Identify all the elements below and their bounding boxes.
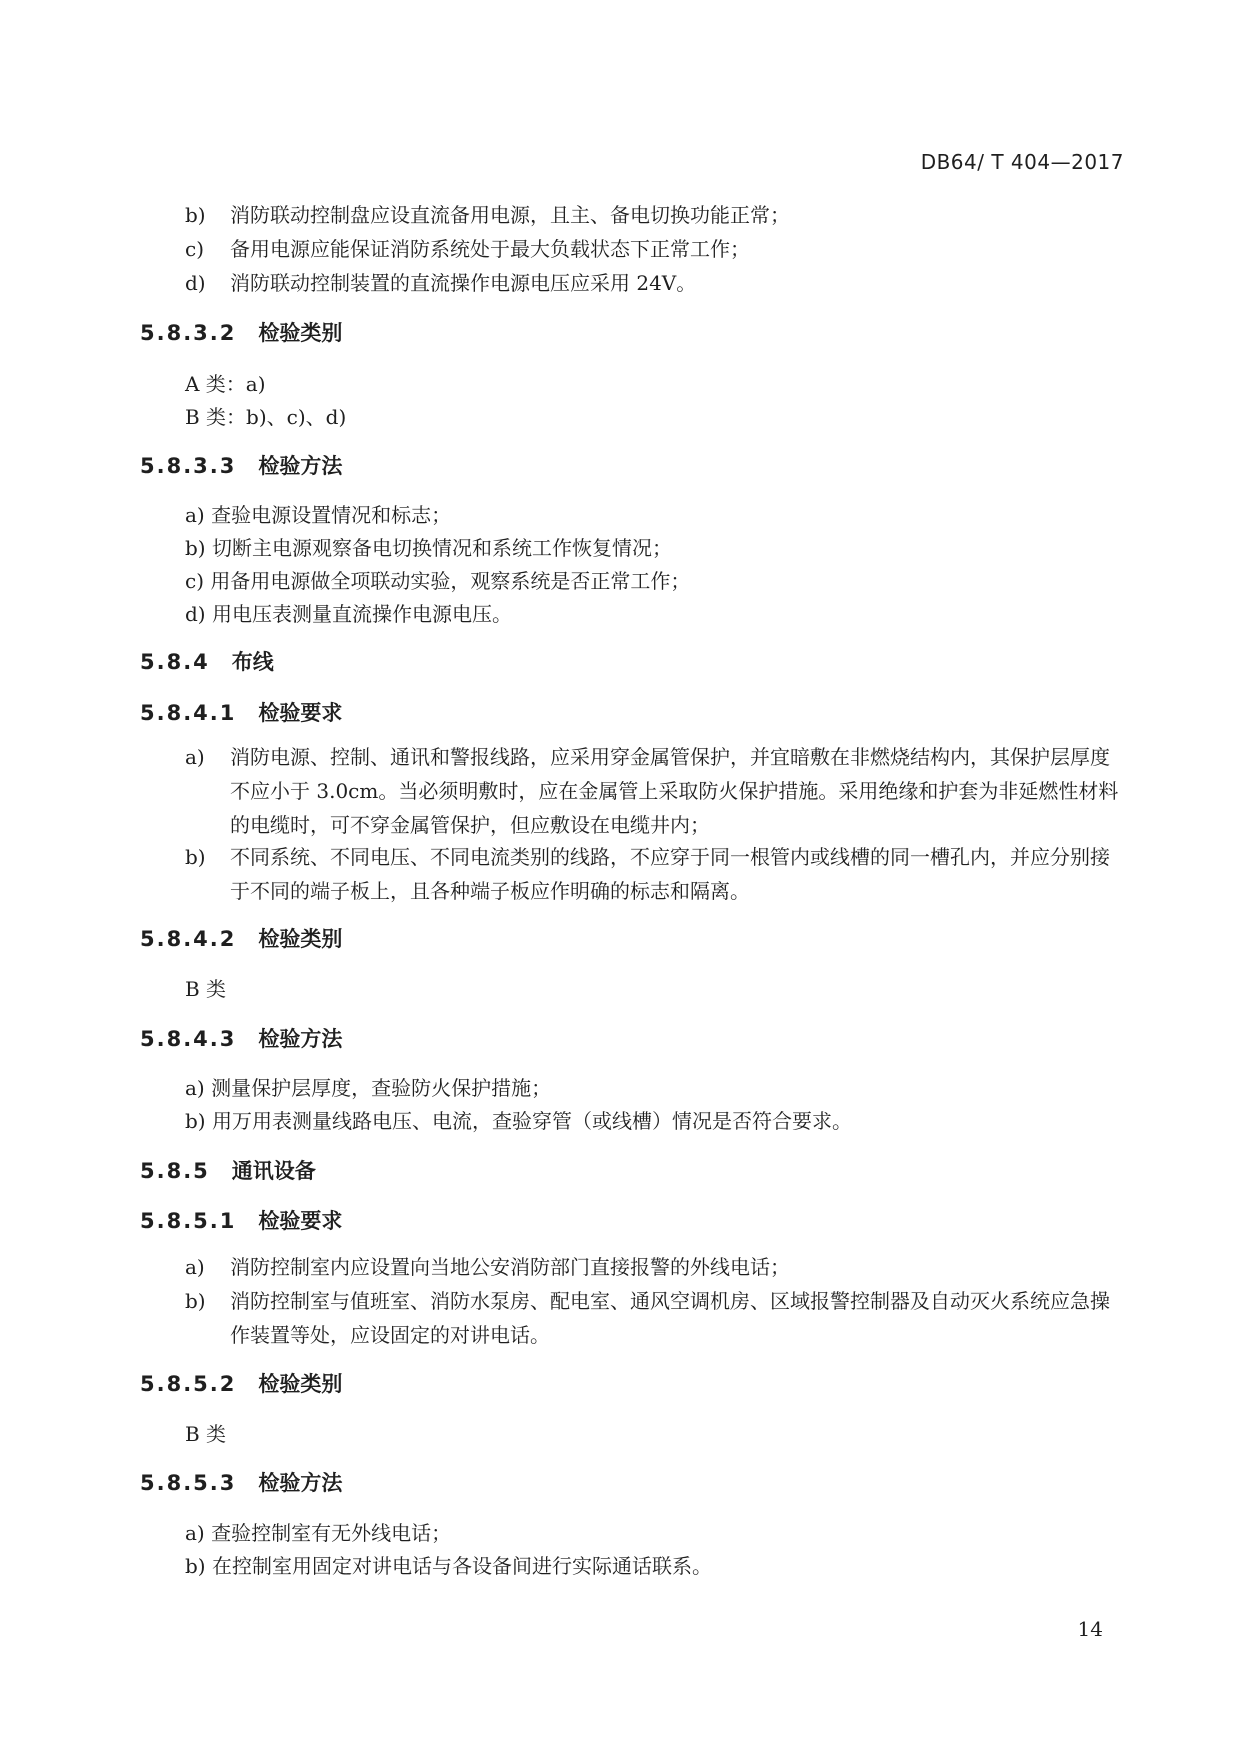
method-line: c) 用备用电源做全项联动实验，观察系统是否正常工作；: [185, 569, 691, 593]
section-title: 检验要求: [258, 701, 343, 725]
section-number: 5.8.4.3: [140, 1027, 237, 1051]
category-line: A 类：a): [185, 372, 266, 396]
section-number: 5.8.4.2: [140, 927, 237, 951]
document-code: DB64/ T 404—2017: [920, 150, 1124, 174]
section-number: 5.8.5.3: [140, 1471, 237, 1495]
list-item-text: 备用电源应能保证消防系统处于最大负载状态下正常工作；: [230, 237, 750, 261]
section-number: 5.8.4.1: [140, 701, 237, 725]
section-number: 5.8.5: [140, 1159, 210, 1183]
list-item: [185, 198, 1125, 232]
list-item-label: b): [185, 203, 206, 227]
section-title: 检验类别: [258, 1372, 343, 1396]
method-line: b) 用万用表测量线路电压、电流，查验穿管（或线槽）情况是否符合要求。: [185, 1109, 852, 1133]
list-item: [185, 232, 1125, 266]
section-title: 通讯设备: [231, 1159, 316, 1183]
section-heading: [140, 1155, 316, 1185]
method-line: a) 查验电源设置情况和标志；: [185, 503, 452, 527]
section-heading: [140, 450, 342, 480]
list-item-text: 消防联动控制盘应设直流备用电源，且主、备电切换功能正常；: [230, 203, 790, 227]
method-line: b) 切断主电源观察备电切换情况和系统工作恢复情况；: [185, 536, 672, 560]
section-title: 检验类别: [258, 321, 343, 345]
list-item: [185, 1250, 1125, 1284]
section-number: 5.8.3.2: [140, 321, 237, 345]
section-number: 5.8.4: [140, 650, 210, 674]
list-item-label: c): [185, 237, 205, 261]
section-title: 检验类别: [258, 927, 343, 951]
section-number: 5.8.5.2: [140, 1372, 237, 1396]
category-line: B 类: [185, 977, 227, 1001]
page-number: 14: [1077, 1617, 1103, 1641]
section-title: 检验方法: [258, 1027, 343, 1051]
section-heading: [140, 1467, 342, 1497]
category-line: B 类：b)、c)、d): [185, 405, 347, 429]
list-item-label: b): [185, 845, 206, 869]
section-title: 检验要求: [258, 1209, 343, 1233]
list-item-text: 消防联动控制装置的直流操作电源电压应采用 24V。: [230, 271, 697, 295]
list-item-text: 不同系统、不同电压、不同电流类别的线路，不应穿于同一根管内或线槽的同一槽孔内，并应分别接于不同的端子板上，且各种端子板应作明确的标志和隔离。: [230, 845, 1110, 903]
list-item-label: a): [185, 745, 205, 769]
list-item: [185, 740, 1125, 842]
list-item: [185, 840, 1125, 908]
section-heading: [140, 1205, 342, 1235]
list-item-label: b): [185, 1289, 206, 1313]
section-heading: [140, 646, 274, 676]
section-heading: [140, 1368, 342, 1398]
list-item: [185, 266, 1125, 300]
category-line: B 类: [185, 1422, 227, 1446]
section-title: 检验方法: [258, 454, 343, 478]
section-title: 检验方法: [258, 1471, 343, 1495]
method-line: d) 用电压表测量直流操作电源电压。: [185, 602, 512, 626]
list-item: [185, 1284, 1125, 1352]
section-heading: [140, 1023, 342, 1053]
list-item-text: 消防电源、控制、通讯和警报线路，应采用穿金属管保护，并宜暗敷在非燃烧结构内，其保护层厚度不应小于 3.0cm。当必须明敷时，应在金属管上采取防火保护措施。采用绝缘和护套为非延燃性材料的电缆时，可不穿金属管保护，但应敷设在电缆井内；: [230, 745, 1119, 837]
list-item-text: 消防控制室与值班室、消防水泵房、配电室、通风空调机房、区域报警控制器及自动灭火系统应急操作装置等处，应设固定的对讲电话。: [230, 1289, 1110, 1347]
section-title: 布线: [231, 650, 274, 674]
section-heading: [140, 923, 342, 953]
list-item-label: a): [185, 1255, 205, 1279]
section-number: 5.8.3.3: [140, 454, 237, 478]
method-line: b) 在控制室用固定对讲电话与各设备间进行实际通话联系。: [185, 1554, 712, 1578]
list-item-text: 消防控制室内应设置向当地公安消防部门直接报警的外线电话；: [230, 1255, 790, 1279]
list-item-label: d): [185, 271, 206, 295]
method-line: a) 测量保护层厚度，查验防火保护措施；: [185, 1076, 552, 1100]
method-line: a) 查验控制室有无外线电话；: [185, 1521, 452, 1545]
section-number: 5.8.5.1: [140, 1209, 237, 1233]
section-heading: [140, 317, 342, 347]
section-heading: [140, 697, 342, 727]
